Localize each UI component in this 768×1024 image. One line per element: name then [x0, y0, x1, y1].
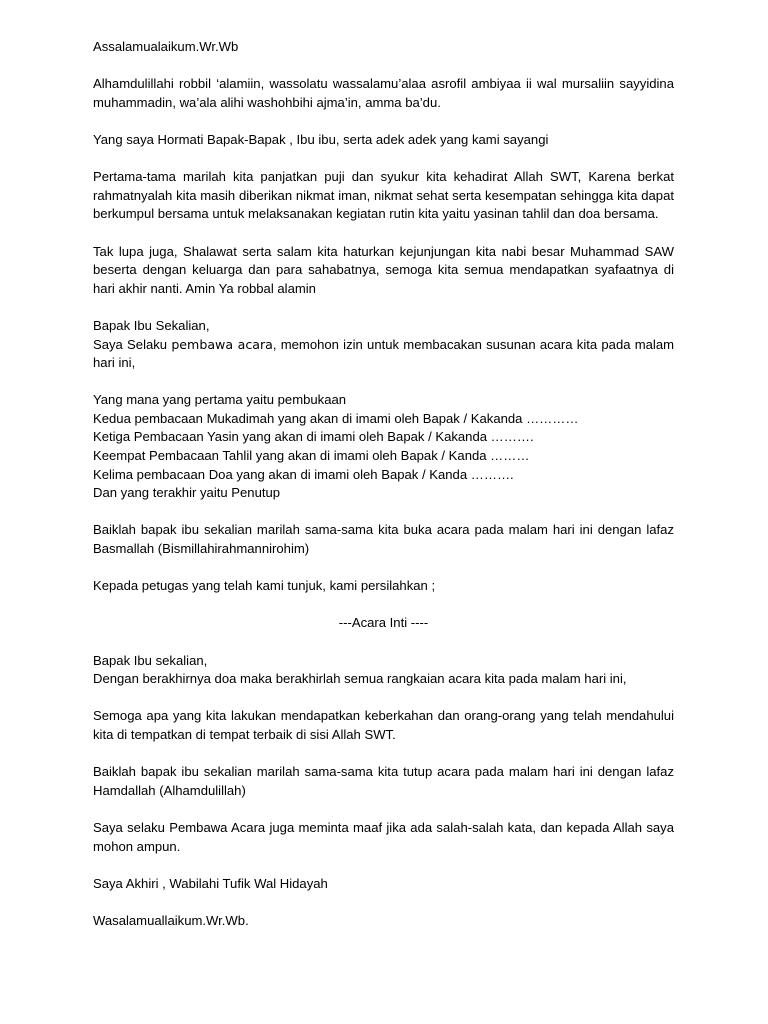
agenda-item: Dan yang terakhir yaitu Penutup: [93, 485, 281, 501]
intro-text-after: , memohon izin untuk membacakan susunan acara kita pada malam hari ini,: [93, 336, 675, 371]
opening-greeting: Assalamualaikum.Wr.Wb: [93, 39, 239, 54]
gratitude-paragraph: Pertama-tama marilah kita panjatkan puji dan syukur kita kehadirat Allah SWT, Karena berkat rahmatnyalah kita masih diberikan nikmat iman, nikmat sehat serta kesempatan sehingga kita dapat berkumpul bersama untuk melaksanakan kegiatan rutin kita yaitu yasinan tahlil dan doa bersama.: [93, 169, 674, 222]
salutation: Yang saya Hormati Bapak-Bapak , Ibu ibu, serta adek adek yang kami sayangi: [93, 131, 549, 147]
intro-address: Bapak Ibu Sekalian,: [93, 317, 210, 333]
closing-text: Dengan berakhirnya doa maka berakhirlah semua rangkaian acara kita pada malam hari ini,: [93, 671, 627, 687]
agenda-item: Kelima pembacaan Doa yang akan di imami oleh Bapak / Kanda ……….: [93, 466, 514, 482]
handover-text: Kepada petugas yang telah kami tunjuk, kami persilahkan ;: [93, 578, 436, 594]
intro-text-before: Saya Selaku: [93, 336, 172, 352]
agenda-item: Keempat Pembacaan Tahlil yang akan di imami oleh Bapak / Kanda ………: [93, 448, 530, 464]
intro-text: [93, 336, 674, 373]
opening-invite: Baiklah bapak ibu sekalian marilah sama-sama kita buka acara pada malam hari ini dengan lafaz Basmallah (Bismillahirahmannirohim): [93, 522, 674, 557]
agenda-item: Kedua pembacaan Mukadimah yang akan di imami oleh Bapak / Kakanda …………: [93, 410, 579, 426]
agenda-item: Yang mana yang pertama yaitu pembukaan: [93, 392, 347, 408]
agenda-item: Ketiga Pembacaan Yasin yang akan di imami oleh Bapak / Kakanda ……….: [93, 429, 534, 445]
sign-off: Saya Akhiri , Wabilahi Tufik Wal Hidayah: [93, 875, 328, 891]
closing-greeting: Wasalamuallaikum.Wr.Wb.: [93, 912, 249, 928]
opening-prayer: Alhamdulillahi robbil ‘alamiin, wassolatu wassalamu’alaa asrofil ambiyaa ii wal mursaliin sayyidina muhammadin, wa’ala alihi washohbihi ajma’in, amma ba’du.: [93, 76, 674, 110]
closing-invite: Baiklah bapak ibu sekalian marilah sama-sama kita tutup acara pada malam hari ini dengan lafaz Hamdallah (Alhamdulillah): [93, 764, 674, 798]
hope-paragraph: Semoga apa yang kita lakukan mendapatkan keberkahan dan orang-orang yang telah mendahului kita di tempatkan di tempat terbaik di sisi Allah SWT.: [93, 708, 674, 742]
closing-paragraph: [93, 652, 674, 689]
section-heading: ---Acara Inti ----: [338, 615, 429, 631]
closing-address: Bapak Ibu sekalian,: [93, 652, 208, 668]
role-name: pembawa acara: [171, 336, 273, 352]
apology-paragraph: Saya selaku Pembawa Acara juga meminta maaf jika ada salah-salah kata, dan kepada Allah saya mohon ampun.: [93, 819, 674, 854]
intro-paragraph: [93, 317, 674, 373]
document-page: [93, 38, 674, 949]
shalawat-paragraph: Tak lupa juga, Shalawat serta salam kita haturkan kejunjungan kita nabi besar Muhammad SAW beserta dengan keluarga dan para sahabatnya, semoga kita semua mendapatkan syafaatnya di hari akhir nanti. Amin Ya robbal alamin: [93, 243, 674, 296]
agenda-list: [93, 391, 674, 503]
